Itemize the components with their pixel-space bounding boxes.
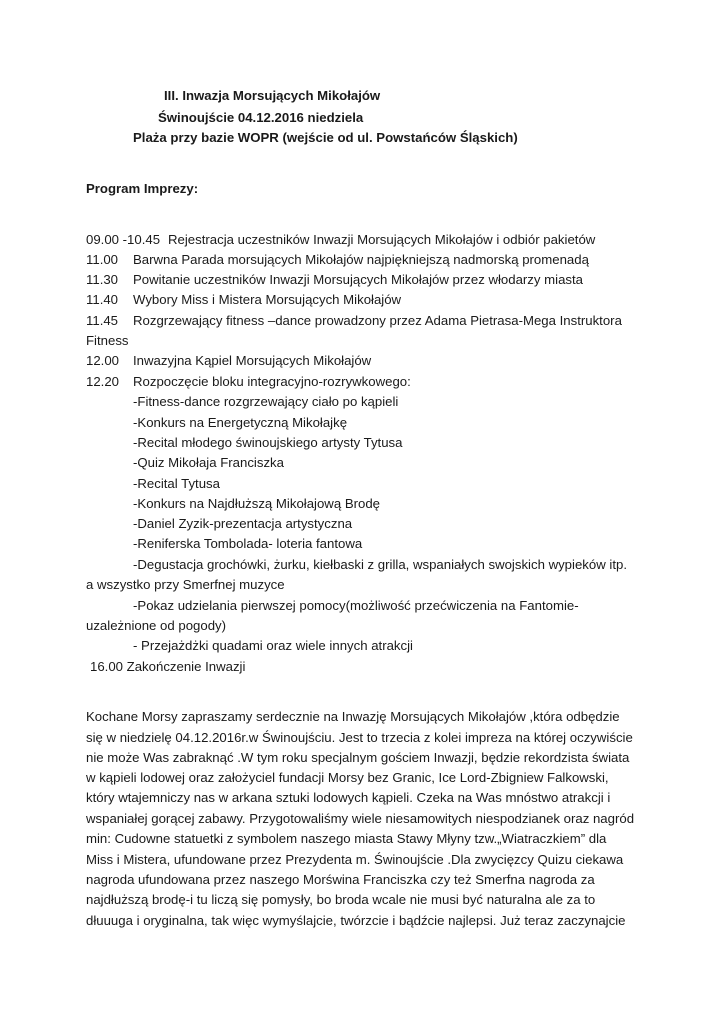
program-item-time: 11.40 (86, 292, 119, 307)
paragraph-line: dłuuuga i oryginalna, tak więc wymyślajcie, twórzcie i bądźcie najlepsi. Już teraz zaczynajcie (86, 913, 626, 928)
program-item-time: 12.20 (86, 374, 120, 389)
program-subitem: - Przejażdżki quadami oraz wiele innych atrakcji (133, 638, 413, 653)
program-item-time: 11.45 (86, 313, 119, 328)
paragraph-line: najdłuższą brodę-i tu liczą się pomysły, bo broda wcale nie musi być naturalna ale za to (86, 892, 596, 907)
program-subitem: -Daniel Zyzik-prezentacja artystyczna (133, 516, 353, 531)
program-item-time: 09.00 -10.45 (86, 232, 161, 247)
program-item-time: 11.30 (86, 272, 119, 287)
paragraph-line: Miss i Mistera, ufundowane przez Prezydenta m. Świnoujście .Dla zwycięzcy Quizu ciekawa (86, 852, 624, 867)
paragraph-line: w kąpieli lodowej oraz założyciel fundacji Morsy bez Granic, Ice Lord-Zbigniew Falkowski, (86, 770, 609, 785)
program-item-text: Powitanie uczestników Inwazji Morsujących Mikołajów przez włodarzy miasta (133, 272, 584, 287)
program-item-continuation: Fitness (86, 333, 129, 348)
program-subitem: -Pokaz udzielania pierwszej pomocy(możliwość przećwiczenia na Fantomie- (133, 598, 579, 613)
program-subitem-continuation: a wszystko przy Smerfnej muzyce (86, 577, 285, 592)
program-subitem: -Reniferska Tombolada- loteria fantowa (133, 536, 363, 551)
program-item-text: Inwazyjna Kąpiel Morsujących Mikołajów (133, 353, 372, 368)
program-subitem: -Fitness-dance rozgrzewający ciało po kąpieli (133, 394, 399, 409)
paragraph-line: wspaniałej gorącej zabawy. Przygotowaliśmy wiele niesamowitych niespodzianek oraz nagród (86, 811, 635, 826)
program-subitem: -Recital Tytusa (133, 476, 220, 491)
event-location: Plaża przy bazie WOPR (wejście od ul. Powstańców Śląskich) (133, 130, 518, 145)
program-subitem-continuation: uzależnione od pogody) (86, 618, 227, 633)
program-subitem: -Recital młodego świnoujskiego artysty Tytusa (133, 435, 403, 450)
paragraph-line: nie może Was zabraknąć .W tym roku specjalnym gościem Inwazji, będzie rekordzista świata (86, 750, 630, 765)
event-date: Świnoujście 04.12.2016 niedziela (158, 110, 364, 125)
paragraph-line: Kochane Morsy zapraszamy serdecznie na Inwazję Morsujących Mikołajów ,która odbędzie (86, 709, 620, 724)
paragraph-line: min: Cudowne statuetki z symbolem naszego miasta Stawy Młyny tzw.„Wiatraczkiem” dla (86, 831, 607, 846)
program-item-text: Rejestracja uczestników Inwazji Morsujących Mikołajów i odbiór pakietów (168, 232, 596, 247)
program-heading: Program Imprezy: (86, 181, 199, 196)
paragraph-line: nagroda ufundowana przez naszego Morświna Franciszka czy też Smerfna nagroda za (86, 872, 595, 887)
document-title: III. Inwazja Morsujących Mikołajów (164, 88, 381, 103)
program-ending: 16.00 Zakończenie Inwazji (90, 659, 246, 674)
paragraph-line: się w niedzielę 04.12.2016r.w Świnoujściu. Jest to trzecia z kolei impreza na której oczywiście (86, 730, 633, 745)
program-item-time: 12.00 (86, 353, 120, 368)
program-item-text: Barwna Parada morsujących Mikołajów najpiękniejszą nadmorską promenadą (133, 252, 589, 267)
paragraph-line: który wtajemniczy nas w arkana sztuki lodowych kąpieli. Czeka na Was mnóstwo atrakcji i (86, 790, 611, 805)
program-item-text: Rozpoczęcie bloku integracyjno-rozrywkowego: (133, 374, 411, 389)
program-subitem: -Degustacja grochówki, żurku, kiełbaski z grilla, wspaniałych swojskich wypieków itp. (133, 557, 627, 572)
program-subitem: -Konkurs na Energetyczną Mikołajkę (133, 415, 348, 430)
program-item-time: 11.00 (86, 252, 119, 267)
program-subitem: -Konkurs na Najdłuższą Mikołajową Brodę (133, 496, 381, 511)
program-item-text: Wybory Miss i Mistera Morsujących Mikołajów (133, 292, 402, 307)
program-item-text: Rozgrzewający fitness –dance prowadzony przez Adama Pietrasa-Mega Instruktora (133, 313, 622, 328)
program-subitem: -Quiz Mikołaja Franciszka (133, 455, 284, 470)
